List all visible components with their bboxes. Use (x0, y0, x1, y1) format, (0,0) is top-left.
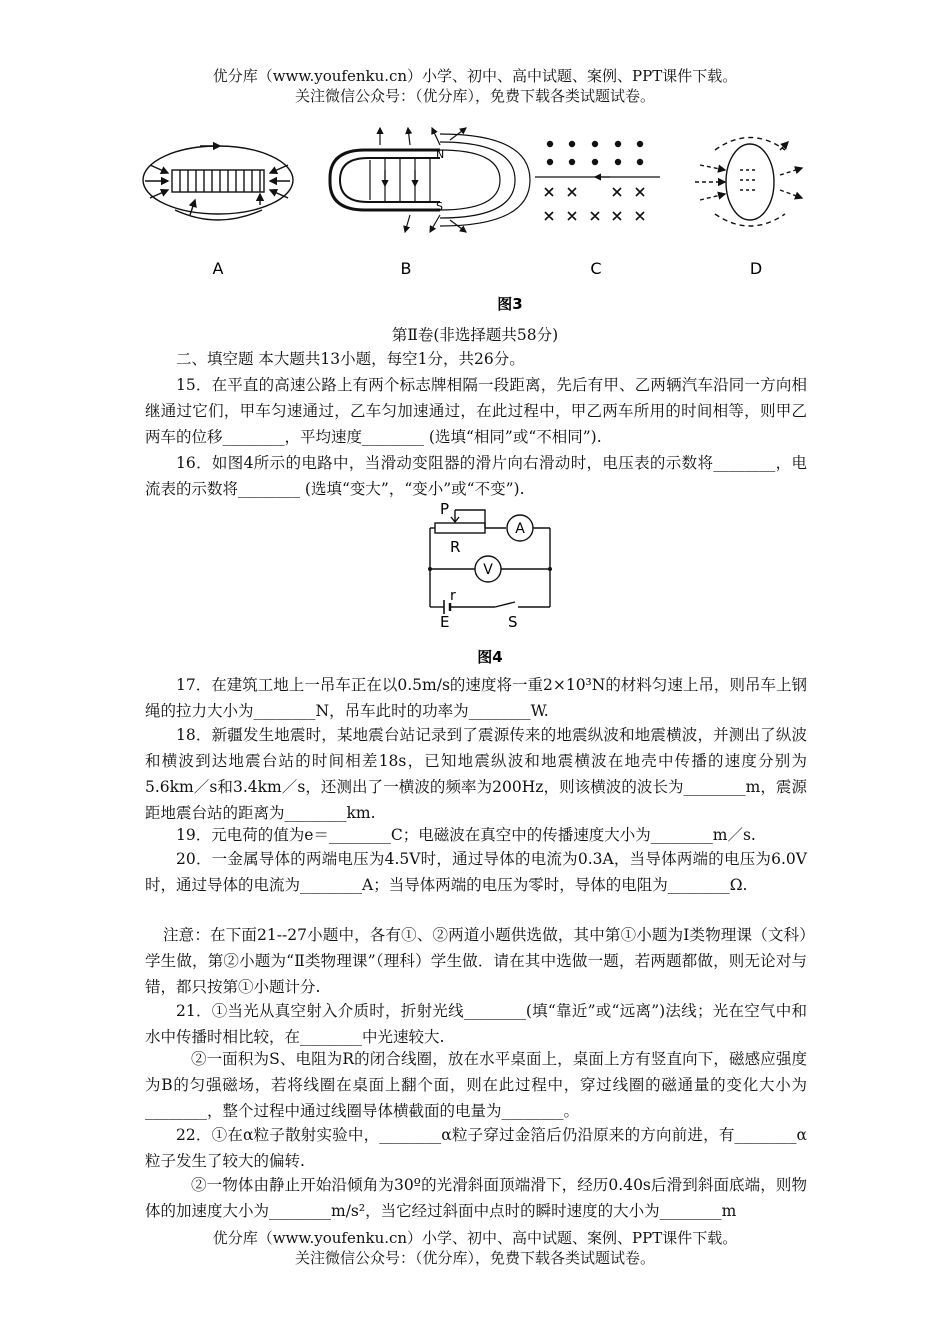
solenoid-field-diagram (143, 146, 293, 220)
rheostat-label: R (450, 538, 461, 556)
figure-4-circuit (420, 500, 560, 680)
footer-line-2: 关注微信公众号：（优分库），免费下载各类试题试卷。 (294, 1249, 655, 1267)
switch-label: S (508, 613, 518, 631)
figure3-label-d: D (749, 259, 763, 278)
internal-resistance-label: r (450, 588, 456, 604)
question-20: 20．一金属导体的两端电压为4.5V时，通过导体的电流为0.3A，当导体两端的电压为6.0V时，通过导体的电流为________A；当导体两端的电压为零时，导体的电阻为________Ω. (145, 850, 807, 894)
question-22-part-1: 22．①在α粒子散射实验中，________α粒子穿过金箔后仍沿原来的方向前进，有________α粒子发生了较大的偏转. (145, 1126, 807, 1170)
voltmeter-label: V (483, 562, 493, 578)
horseshoe-magnet-field-diagram (330, 128, 530, 232)
figure3-label-b: B (400, 259, 412, 278)
figure3-label-c: C (590, 259, 602, 278)
magnet-north-label: N (436, 148, 445, 161)
question-19: 19．元电荷的值为e＝________C；电磁波在真空中的传播速度大小为________m／s. (176, 826, 756, 844)
section-intro: 二、填空题 本大题共13小题，每空1分，共26分。 (176, 350, 525, 368)
uniform-field-dots-crosses (535, 142, 660, 220)
selection-note: 注意：在下面21--27小题中，各有①、②两道小题供选做，其中第①小题为Ⅰ类物理课（文科）学生做，第②小题为“Ⅱ类物理课”（理科）学生做．请在其中选做一题，若两题都做，则无论对与错，都只按第①小题计分. (145, 926, 807, 996)
question-22-part-2: ②一物体由静止开始沿倾角为30º的光滑斜面顶端滑下，经历0.40s后滑到斜面底端，则物体的加速度大小为________m/s²，当它经过斜面中点时的瞬时速度的大小为________m (145, 1176, 807, 1220)
question-15: 15．在平直的高速公路上有两个标志牌相隔一段距离，先后有甲、乙两辆汽车沿同一方向相继通过它们，甲车匀速通过，乙车匀加速通过，在此过程中，甲乙两车所用的时间相等，则甲乙两车的位移________，平均速度________ (选填“相同”或“不相同”). (145, 376, 807, 446)
header-line-2: 关注微信公众号：（优分库），免费下载各类试题试卷。 (294, 87, 655, 105)
section-title: 第Ⅱ卷(非选择题共58分) (391, 326, 559, 344)
figure3-label-a: A (212, 259, 224, 278)
figure4-caption: 图4 (477, 648, 503, 666)
question-21-part-2: ②一面积为S、电阻为R的闭合线圈，放在水平桌面上，桌面上方有竖直向下，磁感应强度为B的匀强磁场，若将线圈在桌面上翻个面，则在此过程中，穿过线圈的磁通量的变化大小为________，整个过程中通过线圈导体横截面的电量为________。 (145, 1050, 807, 1120)
footer-line-1: 优分库（www.youfenku.cn）小学、初中、高中试题、案例、PPT课件下载。 (212, 1229, 738, 1247)
header-line-1: 优分库（www.youfenku.cn）小学、初中、高中试题、案例、PPT课件下载。 (212, 67, 738, 85)
rheostat-slider-label: P (440, 500, 450, 518)
ammeter-label: A (515, 521, 525, 537)
current-loop-field-diagram (695, 138, 802, 227)
question-18: 18．新疆发生地震时，某地震台站记录到了震源传来的地震纵波和地震横波，并测出了纵波和横波到达地震台站的时间相差18s，已知地震纵波和地震横波在地壳中传播的速度分别为5.6km／s和3.4km／s，还测出了一横波的频率为200Hz，则该横波的波长为________m，震源距地震台站的距离为________km. (145, 726, 807, 822)
figure3-caption: 图3 (497, 295, 523, 313)
question-17: 17．在建筑工地上一吊车正在以0.5m/s的速度将一重2×10³N的材料匀速上吊，则吊车上钢绳的拉力大小为________N，吊车此时的功率为________W. (145, 676, 807, 720)
magnet-south-label: S (436, 200, 443, 213)
figure-3 (140, 120, 820, 320)
battery-label: E (440, 613, 450, 631)
question-21-part-1: 21．①当光从真空射入介质时，折射光线________(填“靠近”或“远离”)法线；光在空气中和水中传播时相比较，在________中光速较大. (145, 1002, 807, 1046)
question-16: 16．如图4所示的电路中，当滑动变阻器的滑片向右滑动时，电压表的示数将________，电流表的示数将________ (选填“变大”，“变小”或“不变”). (145, 454, 807, 498)
